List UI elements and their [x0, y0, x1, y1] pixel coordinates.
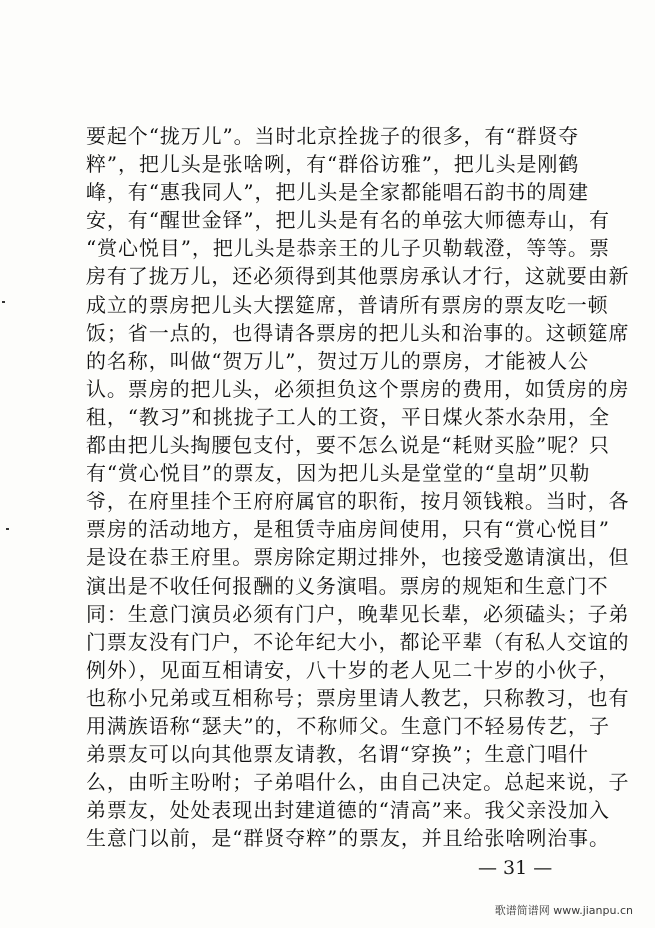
- text-line: 也称小兄弟或互相称号；票房里请人教艺，只称教习，也有: [86, 685, 630, 710]
- scan-speck: [2, 301, 5, 303]
- text-line: “赏心悦目”，把儿头是恭亲王的儿子贝勒载澄，等等。票: [86, 236, 610, 261]
- text-line: 安，有“醒世金铎”，把儿头是有名的单弦大师德寿山，有: [86, 208, 610, 233]
- text-line: 生意门以前，是“群贤夺粹”的票友，并且给张啥咧治事。: [86, 826, 610, 851]
- text-line: 都由把儿头掏腰包支付，要不怎么说是“耗财买脸”呢？只: [86, 433, 610, 458]
- text-line: 成立的票房把儿头大摆筵席，普请所有票房的票友吃一顿: [86, 292, 609, 317]
- text-line: 门票友没有门户，不论年纪大小，都论平辈（有私人交谊的: [86, 629, 630, 654]
- text-line: 弟票友可以向其他票友请教，名谓“穿换”；生意门唱什: [86, 742, 589, 767]
- text-line: 演出是不收任何报酬的义务演唱。票房的规矩和生意门不: [86, 573, 609, 598]
- text-line: 要起个“拢万儿”。当时北京拴拢子的很多，有“群贤夺: [86, 124, 580, 148]
- text-line: 的名称，叫做“贺万儿”，贺过万儿的票房，才能被人公: [86, 348, 589, 373]
- text-line: 认。票房的把儿头，必须担负这个票房的费用，如赁房的房: [86, 376, 630, 401]
- page-number: — 31 —: [478, 857, 553, 879]
- text-line: 用满族语称“瑟夫”的，不称师父。生意门不轻易传艺，子: [86, 713, 610, 738]
- text-line: 例外），见面互相请安，八十岁的老人见二十岁的小伙子，: [86, 657, 620, 682]
- text-line: 峰，有“惠我同人”，把儿头是全家都能唱石韵书的周建: [86, 180, 589, 205]
- text-line: 有“赏心悦目”的票友，因为把儿头是堂堂的“皇胡”贝勒: [86, 461, 591, 486]
- text-line: 租，“教习”和挑拢子工人的工资，平日煤火茶水杂用，全: [86, 404, 610, 429]
- text-line: 饭；省一点的，也得请各票房的把儿头和治事的。这顿筵席: [86, 320, 630, 345]
- body-text: [86, 122, 630, 852]
- text-line: 房有了拢万儿，还必须得到其他票房承认才行，这就要由新: [86, 264, 630, 289]
- text-line: 票房的活动地方，是租赁寺庙房间使用，只有“赏心悦目”: [86, 517, 610, 542]
- text-line: 是设在恭王府里。票房除定期过排外，也接受邀请演出，但: [86, 545, 630, 570]
- scan-speck: [6, 528, 9, 530]
- text-line: 同：生意门演员必须有门户，晚辈见长辈，必须磕头；子弟: [86, 601, 630, 626]
- text-line: 么，由听主吩咐；子弟唱什么，由自己决定。总起来说，子: [86, 770, 630, 795]
- text-line: 爷，在府里挂个王府府属官的职衔，按月领钱粮。当时，各: [86, 489, 630, 514]
- text-line: 弟票友，处处表现出封建道德的“清高”来。我父亲没加入: [86, 798, 610, 823]
- text-line: 粹”，把儿头是张啥咧，有“群俗访雅”，把儿头是刚鹤: [86, 152, 580, 177]
- site-watermark: 歌谱简谱网 www.jianpu.cn: [494, 904, 633, 917]
